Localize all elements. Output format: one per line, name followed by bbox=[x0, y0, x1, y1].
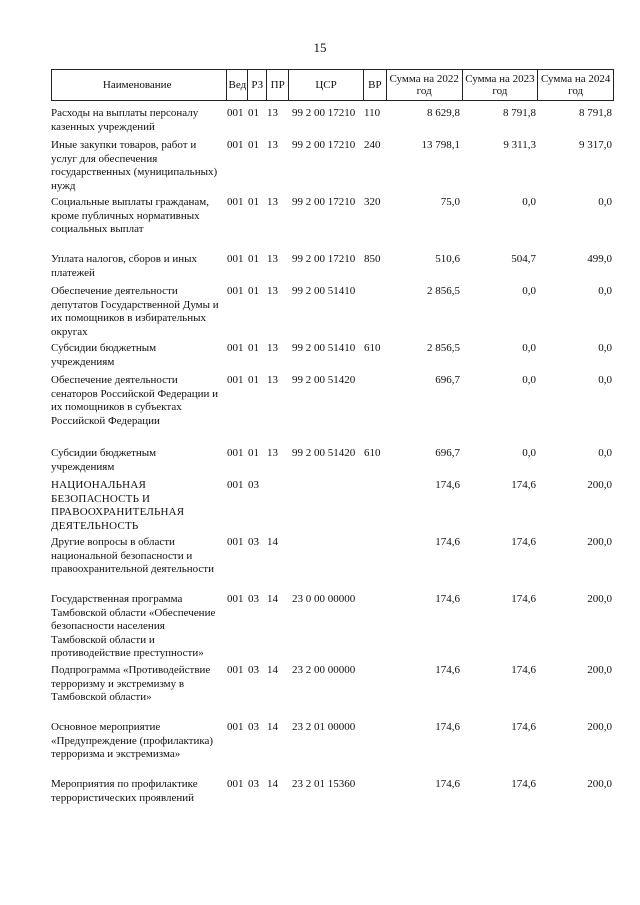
row-csr: 99 2 00 51410 bbox=[292, 285, 356, 297]
table-body bbox=[51, 101, 614, 802]
row-sum-2022: 2 856,5 bbox=[427, 285, 460, 297]
row-ved: 001 bbox=[227, 285, 244, 297]
row-pr: 13 bbox=[267, 342, 278, 354]
row-ved: 001 bbox=[227, 342, 244, 354]
row-name: Основное мероприятие «Предупреждение (профилактика) терроризма и экстремизма» bbox=[51, 721, 214, 761]
row-vr bbox=[363, 479, 386, 530]
row-sum-2022: 75,0 bbox=[440, 196, 460, 208]
header-csr: ЦСР bbox=[288, 70, 363, 100]
row-ved: 001 bbox=[227, 721, 244, 733]
row-pr: 13 bbox=[267, 139, 278, 151]
row-sum-2023: 504,7 bbox=[511, 253, 536, 265]
row-csr: 23 2 00 00000 bbox=[292, 664, 356, 676]
table-row bbox=[51, 190, 614, 247]
row-ved: 001 bbox=[227, 253, 244, 265]
row-vr bbox=[363, 593, 386, 658]
row-sum-2024: 200,0 bbox=[587, 721, 612, 733]
header-sum-2022: Сумма на 2022 год bbox=[386, 70, 462, 100]
row-rz: 01 bbox=[248, 253, 259, 265]
row-sum-2023: 174,6 bbox=[511, 721, 536, 733]
row-name: Расходы на выплаты персоналу казенных учреждений bbox=[51, 107, 199, 133]
table-row bbox=[51, 530, 614, 587]
row-sum-2024: 8 791,8 bbox=[579, 107, 612, 119]
row-vr: 610 bbox=[364, 342, 381, 354]
row-csr: 99 2 00 51420 bbox=[292, 374, 356, 386]
row-sum-2024: 200,0 bbox=[587, 664, 612, 676]
row-sum-2024: 0,0 bbox=[598, 447, 612, 459]
row-csr: 23 2 01 15360 bbox=[292, 778, 356, 790]
row-rz: 03 bbox=[248, 778, 259, 790]
table-header bbox=[51, 69, 614, 101]
row-vr: 850 bbox=[364, 253, 381, 265]
row-vr bbox=[363, 778, 386, 802]
row-pr bbox=[266, 479, 288, 530]
row-sum-2023: 174,6 bbox=[511, 536, 536, 548]
row-sum-2023: 0,0 bbox=[522, 285, 536, 297]
row-vr: 610 bbox=[364, 447, 381, 459]
row-sum-2024: 9 317,0 bbox=[579, 139, 612, 151]
row-sum-2022: 174,6 bbox=[435, 664, 460, 676]
row-rz: 03 bbox=[248, 593, 259, 605]
table-row bbox=[51, 473, 614, 530]
row-rz: 01 bbox=[248, 285, 259, 297]
row-vr bbox=[363, 664, 386, 715]
row-csr: 99 2 00 17210 bbox=[292, 253, 356, 265]
row-sum-2024: 0,0 bbox=[598, 285, 612, 297]
row-rz: 01 bbox=[248, 196, 259, 208]
row-pr: 13 bbox=[267, 196, 278, 208]
row-ved: 001 bbox=[227, 447, 244, 459]
row-csr: 99 2 00 17210 bbox=[292, 196, 356, 208]
header-sum-2024: Сумма на 2024 год bbox=[537, 70, 613, 100]
row-rz: 03 bbox=[248, 721, 259, 733]
table-row bbox=[51, 101, 614, 133]
header-vr: ВР bbox=[363, 70, 386, 100]
row-name: Обеспечение деятельности сенаторов Российской Федерации и их помощников в субъектах Российской Федерации bbox=[51, 374, 219, 427]
row-ved: 001 bbox=[227, 593, 244, 605]
table-row bbox=[51, 772, 614, 802]
row-sum-2024: 200,0 bbox=[587, 778, 612, 790]
row-ved: 001 bbox=[227, 374, 244, 386]
row-csr: 23 0 00 00000 bbox=[292, 593, 356, 605]
row-name: Иные закупки товаров, работ и услуг для обеспечения государственных (муниципальных) нужд bbox=[51, 139, 218, 192]
row-ved: 001 bbox=[227, 778, 244, 790]
row-csr bbox=[288, 536, 363, 587]
row-csr: 99 2 00 17210 bbox=[292, 107, 356, 119]
row-sum-2024: 200,0 bbox=[587, 479, 612, 491]
row-sum-2024: 200,0 bbox=[587, 536, 612, 548]
row-name: НАЦИОНАЛЬНАЯ БЕЗОПАСНОСТЬ И ПРАВООХРАНИТЕЛЬНАЯ ДЕЯТЕЛЬНОСТЬ bbox=[51, 479, 185, 532]
row-sum-2023: 174,6 bbox=[511, 664, 536, 676]
row-sum-2022: 174,6 bbox=[435, 536, 460, 548]
row-sum-2022: 8 629,8 bbox=[427, 107, 460, 119]
row-vr bbox=[363, 536, 386, 587]
row-rz: 03 bbox=[248, 479, 259, 491]
row-ved: 001 bbox=[227, 196, 244, 208]
row-vr bbox=[363, 374, 386, 441]
row-vr bbox=[363, 721, 386, 772]
table-row bbox=[51, 368, 614, 441]
row-name: Уплата налогов, сборов и иных платежей bbox=[51, 253, 198, 279]
row-rz: 03 bbox=[248, 664, 259, 676]
row-pr: 13 bbox=[267, 374, 278, 386]
row-csr: 99 2 00 51410 bbox=[292, 342, 356, 354]
row-name: Социальные выплаты гражданам, кроме публичных нормативных социальных выплат bbox=[51, 196, 209, 236]
row-rz: 01 bbox=[248, 374, 259, 386]
row-sum-2023: 9 311,3 bbox=[503, 139, 536, 151]
row-pr: 13 bbox=[267, 253, 278, 265]
row-sum-2022: 174,6 bbox=[435, 778, 460, 790]
row-pr: 14 bbox=[267, 778, 278, 790]
row-pr: 13 bbox=[267, 447, 278, 459]
table-row bbox=[51, 279, 614, 336]
row-name: Государственная программа Тамбовской области «Обеспечение безопасности населения Тамбовской области и противодействие преступности» bbox=[51, 593, 216, 660]
row-name: Другие вопросы в области национальной безопасности и правоохранительной деятельности bbox=[51, 536, 214, 576]
row-pr: 14 bbox=[267, 664, 278, 676]
row-sum-2022: 696,7 bbox=[435, 447, 460, 459]
header-sum-2023: Сумма на 2023 год bbox=[462, 70, 538, 100]
page-number: 15 bbox=[313, 40, 327, 55]
row-ved: 001 bbox=[227, 664, 244, 676]
row-name: Обеспечение деятельности депутатов Государственной Думы и их помощников в избирательных округах bbox=[51, 285, 219, 338]
row-sum-2022: 2 856,5 bbox=[427, 342, 460, 354]
row-sum-2024: 0,0 bbox=[598, 374, 612, 386]
row-sum-2022: 696,7 bbox=[435, 374, 460, 386]
table-row bbox=[51, 587, 614, 658]
table-row bbox=[51, 247, 614, 279]
row-sum-2022: 174,6 bbox=[435, 479, 460, 491]
row-sum-2023: 174,6 bbox=[511, 593, 536, 605]
row-name: Субсидии бюджетным учреждениям bbox=[51, 342, 157, 368]
row-pr: 13 bbox=[267, 107, 278, 119]
row-ved: 001 bbox=[227, 107, 244, 119]
header-pr: ПР bbox=[266, 70, 288, 100]
row-ved: 001 bbox=[227, 536, 244, 548]
row-sum-2023: 0,0 bbox=[522, 196, 536, 208]
row-sum-2024: 499,0 bbox=[587, 253, 612, 265]
row-ved: 001 bbox=[227, 139, 244, 151]
row-csr bbox=[288, 479, 363, 530]
table-row bbox=[51, 133, 614, 190]
row-sum-2022: 510,6 bbox=[435, 253, 460, 265]
header-rz: РЗ bbox=[247, 70, 266, 100]
row-sum-2022: 174,6 bbox=[435, 721, 460, 733]
table-row bbox=[51, 658, 614, 715]
row-csr: 99 2 00 17210 bbox=[292, 139, 356, 151]
row-pr: 14 bbox=[267, 721, 278, 733]
row-pr: 14 bbox=[267, 536, 278, 548]
table-row bbox=[51, 441, 614, 473]
row-vr: 240 bbox=[364, 139, 381, 151]
row-sum-2022: 13 798,1 bbox=[421, 139, 460, 151]
row-rz: 03 bbox=[248, 536, 259, 548]
row-ved: 001 bbox=[227, 479, 244, 491]
row-sum-2023: 0,0 bbox=[522, 374, 536, 386]
row-sum-2024: 200,0 bbox=[587, 593, 612, 605]
row-vr: 110 bbox=[364, 107, 381, 119]
row-sum-2022: 174,6 bbox=[435, 593, 460, 605]
table-row bbox=[51, 336, 614, 368]
row-vr: 320 bbox=[364, 196, 381, 208]
row-name: Субсидии бюджетным учреждениям bbox=[51, 447, 157, 473]
budget-table bbox=[51, 69, 614, 802]
row-sum-2023: 0,0 bbox=[522, 342, 536, 354]
header-name: Наименование bbox=[102, 79, 172, 91]
table-row bbox=[51, 715, 614, 772]
row-sum-2023: 174,6 bbox=[511, 778, 536, 790]
row-sum-2023: 8 791,8 bbox=[503, 107, 536, 119]
row-rz: 01 bbox=[248, 139, 259, 151]
row-sum-2024: 0,0 bbox=[598, 342, 612, 354]
row-sum-2024: 0,0 bbox=[598, 196, 612, 208]
row-pr: 13 bbox=[267, 285, 278, 297]
row-vr bbox=[363, 285, 386, 336]
row-rz: 01 bbox=[248, 447, 259, 459]
row-csr: 99 2 00 51420 bbox=[292, 447, 356, 459]
row-pr: 14 bbox=[267, 593, 278, 605]
row-csr: 23 2 01 00000 bbox=[292, 721, 356, 733]
row-sum-2023: 174,6 bbox=[511, 479, 536, 491]
row-rz: 01 bbox=[248, 342, 259, 354]
row-sum-2023: 0,0 bbox=[522, 447, 536, 459]
row-name: Мероприятия по профилактике террористических проявлений bbox=[51, 778, 198, 804]
row-name: Подпрограмма «Противодействие терроризму и экстремизму в Тамбовской области» bbox=[51, 664, 211, 704]
header-ved: Вед bbox=[226, 70, 247, 100]
row-rz: 01 bbox=[248, 107, 259, 119]
